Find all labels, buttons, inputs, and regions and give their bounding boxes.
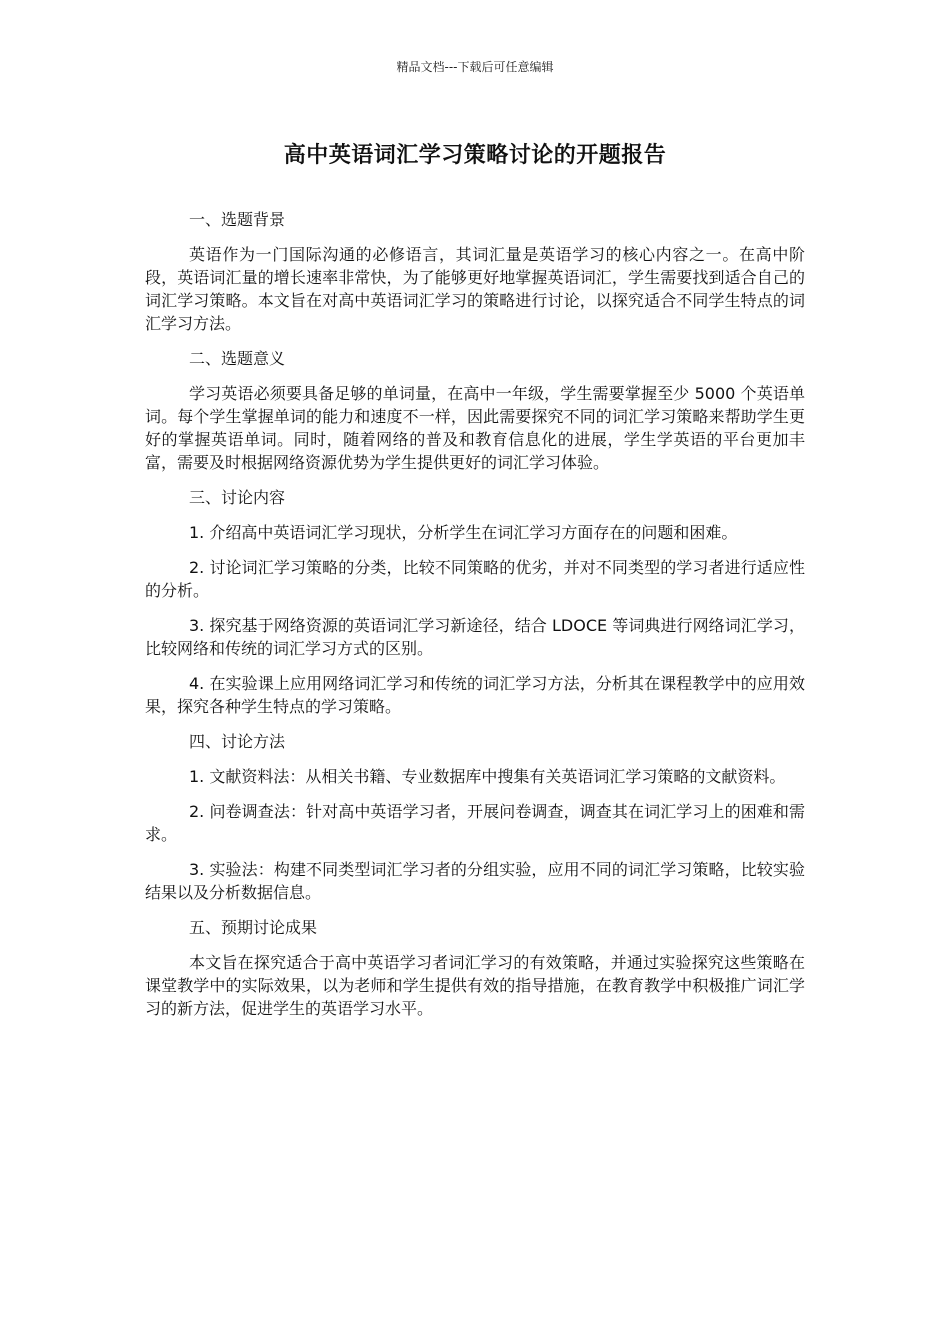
method-item-3: 3. 实验法：构建不同类型词汇学习者的分组实验，应用不同的词汇学习策略，比较实验结果以及分析数据信息。 (145, 860, 805, 902)
paragraph-background: 英语作为一门国际沟通的必修语言，其词汇量是英语学习的核心内容之一。在高中阶段，英语词汇量的增长速率非常快，为了能够更好地掌握英语词汇，学生需要找到适合自己的词汇学习策略。本文旨在对高中英语词汇学习的策略进行讨论，以探究适合不同学生特点的词汇学习方法。 (145, 245, 805, 333)
section-heading-content: 三、讨论内容 (189, 488, 286, 507)
header-note: 精品文档---下载后可任意编辑 (396, 60, 554, 74)
method-item-2: 2. 问卷调查法：针对高中英语学习者，开展问卷调查，调查其在词汇学习上的困难和需求。 (145, 802, 805, 844)
paragraph-outcomes: 本文旨在探究适合于高中英语学习者词汇学习的有效策略，并通过实验探究这些策略在课堂教学中的实际效果，以为老师和学生提供有效的指导措施，在教育教学中积极推广词汇学习的新方法，促进学生的英语学习水平。 (145, 953, 805, 1018)
section-heading-outcomes: 五、预期讨论成果 (189, 918, 318, 937)
document-title: 高中英语词汇学习策略讨论的开题报告 (283, 143, 667, 168)
content-item-4: 4. 在实验课上应用网络词汇学习和传统的词汇学习方法，分析其在课程教学中的应用效果，探究各种学生特点的学习策略。 (145, 674, 805, 716)
content-item-2: 2. 讨论词汇学习策略的分类，比较不同策略的优劣，并对不同类型的学习者进行适应性的分析。 (145, 558, 805, 600)
method-item-1: 1. 文献资料法：从相关书籍、专业数据库中搜集有关英语词汇学习策略的文献资料。 (189, 767, 786, 786)
document-body (145, 208, 805, 1032)
paragraph-significance: 学习英语必须要具备足够的单词量，在高中一年级，学生需要掌握至少 5000 个英语单词。每个学生掌握单词的能力和速度不一样，因此需要探究不同的词汇学习策略来帮助学生更好的掌握英语单词。同时，随着网络的普及和教育信息化的进展，学生学英语的平台更加丰富，需要及时根据网络资源优势为学生提供更好的词汇学习体验。 (145, 384, 805, 472)
section-heading-significance: 二、选题意义 (189, 349, 286, 368)
section-heading-background: 一、选题背景 (189, 210, 286, 229)
content-item-3: 3. 探究基于网络资源的英语词汇学习新途径，结合 LDOCE 等词典进行网络词汇学习，比较网络和传统的词汇学习方式的区别。 (145, 616, 805, 658)
section-heading-methods: 四、讨论方法 (189, 732, 286, 751)
content-item-1: 1. 介绍高中英语词汇学习现状，分析学生在词汇学习方面存在的问题和困难。 (189, 523, 738, 542)
